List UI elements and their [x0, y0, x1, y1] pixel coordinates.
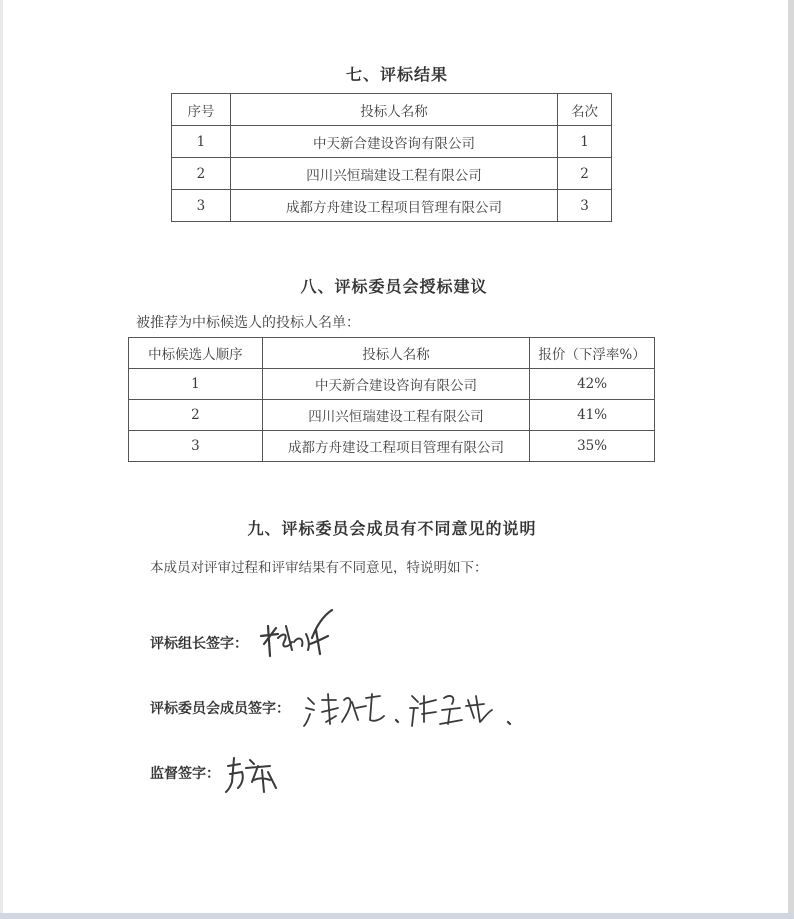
table-row: [172, 158, 612, 190]
section7-title: 七、评标结果: [345, 65, 448, 84]
table-row: [129, 400, 655, 431]
table-cell: 41%: [530, 400, 655, 431]
committee-members-signature-label: 评标委员会成员签字：: [150, 701, 290, 717]
table-cell: 3: [172, 190, 231, 222]
dissent-statement: 本成员对评审过程和评审结果有不同意见，特说明如下：: [150, 560, 488, 576]
table-cell: 42%: [530, 369, 655, 400]
table-cell: 中天新合建设咨询有限公司: [262, 369, 529, 400]
supervisor-signature-label: 监督签字：: [150, 766, 220, 782]
candidate-list-intro: 被推荐为中标候选人的投标人名单：: [136, 315, 360, 331]
table-cell: 成都方舟建设工程项目管理有限公司: [230, 190, 557, 222]
table-cell: 1: [129, 369, 263, 400]
table-cell: 1: [558, 126, 612, 158]
table-cell: 成都方舟建设工程项目管理有限公司: [262, 431, 529, 462]
table-header-row: [129, 338, 655, 369]
committee-members-signatures: [300, 686, 520, 736]
evaluation-results-table: [171, 93, 612, 222]
leader-signature-label: 评标组长签字：: [150, 636, 248, 652]
table-cell: 中天新合建设咨询有限公司: [230, 126, 557, 158]
table-row: [172, 190, 612, 222]
table-row: [172, 126, 612, 158]
table-row: [129, 369, 655, 400]
table-cell: 四川兴恒瑞建设工程有限公司: [262, 400, 529, 431]
header-cell: 名次: [558, 94, 612, 126]
header-cell: 报价（下浮率%）: [530, 338, 655, 369]
scan-edge-left: [0, 0, 3, 919]
table-cell: 2: [558, 158, 612, 190]
supervisor-signature: [224, 752, 284, 800]
table-cell: 35%: [530, 431, 655, 462]
table-header-row: [172, 94, 612, 126]
header-cell: 投标人名称: [262, 338, 529, 369]
table-cell: 2: [172, 158, 231, 190]
table-cell: 3: [129, 431, 263, 462]
table-cell: 2: [129, 400, 263, 431]
section9-title: 九、评标委员会成员有不同意见的说明: [247, 519, 537, 538]
section8-title: 八、评标委员会授标建议: [300, 277, 488, 296]
table-cell: 1: [172, 126, 231, 158]
header-cell: 序号: [172, 94, 231, 126]
leader-signature: [258, 608, 338, 664]
table-cell: 四川兴恒瑞建设工程有限公司: [230, 158, 557, 190]
scan-edge-right: [788, 0, 794, 919]
table-row: [129, 431, 655, 462]
header-cell: 投标人名称: [230, 94, 557, 126]
award-recommendation-table: [128, 337, 655, 462]
scan-edge-bottom: [0, 913, 794, 919]
table-cell: 3: [558, 190, 612, 222]
header-cell: 中标候选人顺序: [129, 338, 263, 369]
